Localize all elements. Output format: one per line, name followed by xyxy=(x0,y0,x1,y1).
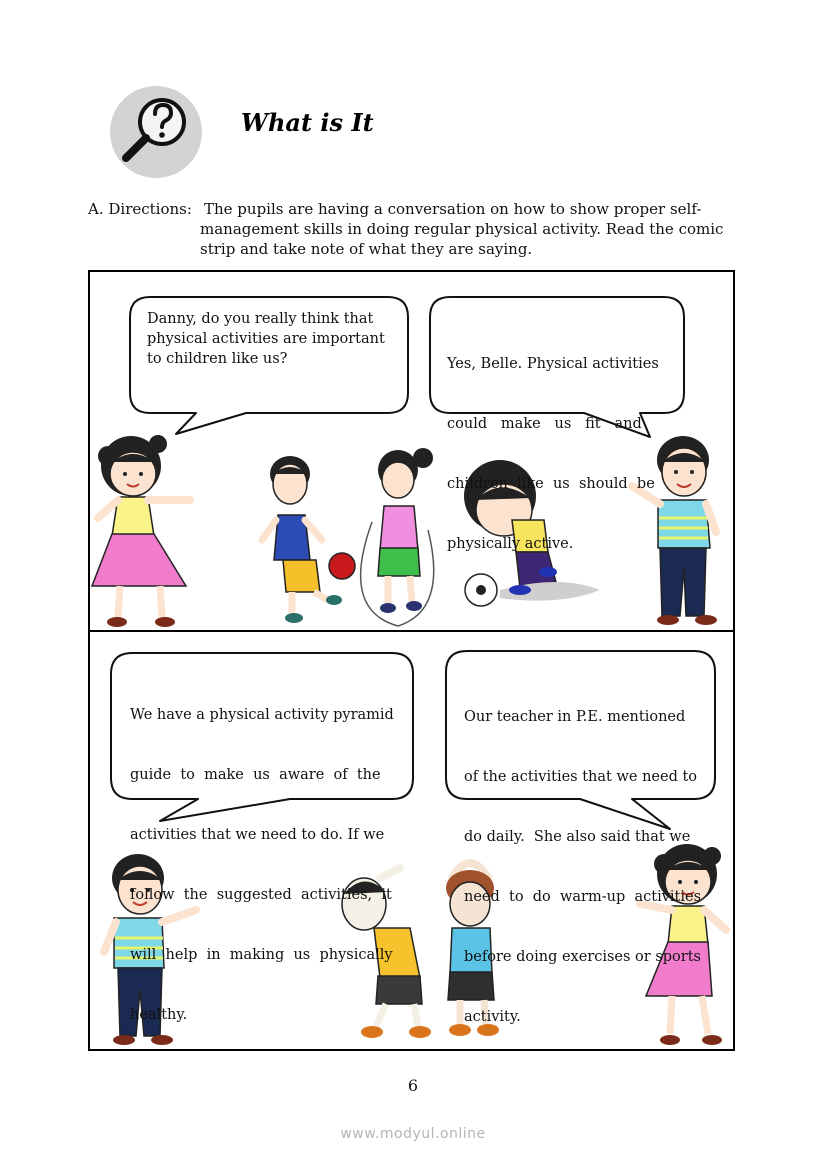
directions-label: A. Directions: xyxy=(88,200,192,218)
section-title: What is It xyxy=(241,108,374,137)
speech-bubble-text-belle-2 xyxy=(464,667,702,1047)
bubble-line: healthy. xyxy=(130,1007,188,1023)
bubble-line: could make us fit and xyxy=(447,416,642,432)
bubble-line: Our teacher in P.E. mentioned xyxy=(464,709,686,725)
bubble-line: physical activities are important xyxy=(147,331,385,347)
bubble-line: activity. xyxy=(464,1009,521,1025)
bubble-line: to children like us? xyxy=(147,351,288,367)
girl-jumping-rope-illustration xyxy=(361,448,434,626)
girl-belle-illustration xyxy=(92,435,190,627)
bubble-line: need to do warm-up activities xyxy=(464,889,702,905)
bubble-line: of the activities that we need to xyxy=(464,769,698,785)
bubble-line: guide to make us aware of the xyxy=(130,767,381,783)
bubble-line: Danny, do you really think that xyxy=(147,311,374,327)
bubble-line: do daily. She also said that we xyxy=(464,829,691,845)
speech-bubble-text-belle xyxy=(147,309,392,369)
bubble-line: physically active. xyxy=(447,536,574,552)
directions-line: management skills in doing regular physical activity. Read the comic xyxy=(200,220,724,238)
bubble-line: activities that we need to do. If we xyxy=(130,827,385,843)
bubble-line: will help in making us physically xyxy=(130,947,393,963)
bubble-line: We have a physical activity pyramid xyxy=(130,707,394,723)
speech-bubble-text-danny xyxy=(447,314,669,574)
speech-bubble-text-danny-2 xyxy=(130,665,396,1045)
bubble-line: Yes, Belle. Physical activities xyxy=(447,356,659,372)
bubble-line: follow the suggested activities, it xyxy=(130,887,392,903)
page-number: 6 xyxy=(407,1076,419,1095)
bubble-line: before doing exercises or sports xyxy=(464,949,701,965)
directions-line: The pupils are having a conversation on how to show proper self- xyxy=(204,200,702,218)
bubble-line: children like us should be xyxy=(447,476,655,492)
watermark: www.modyul.online xyxy=(340,1126,486,1142)
directions-line: strip and take note of what they are saying. xyxy=(200,240,533,258)
boy-kicking-ball-illustration xyxy=(262,456,355,623)
